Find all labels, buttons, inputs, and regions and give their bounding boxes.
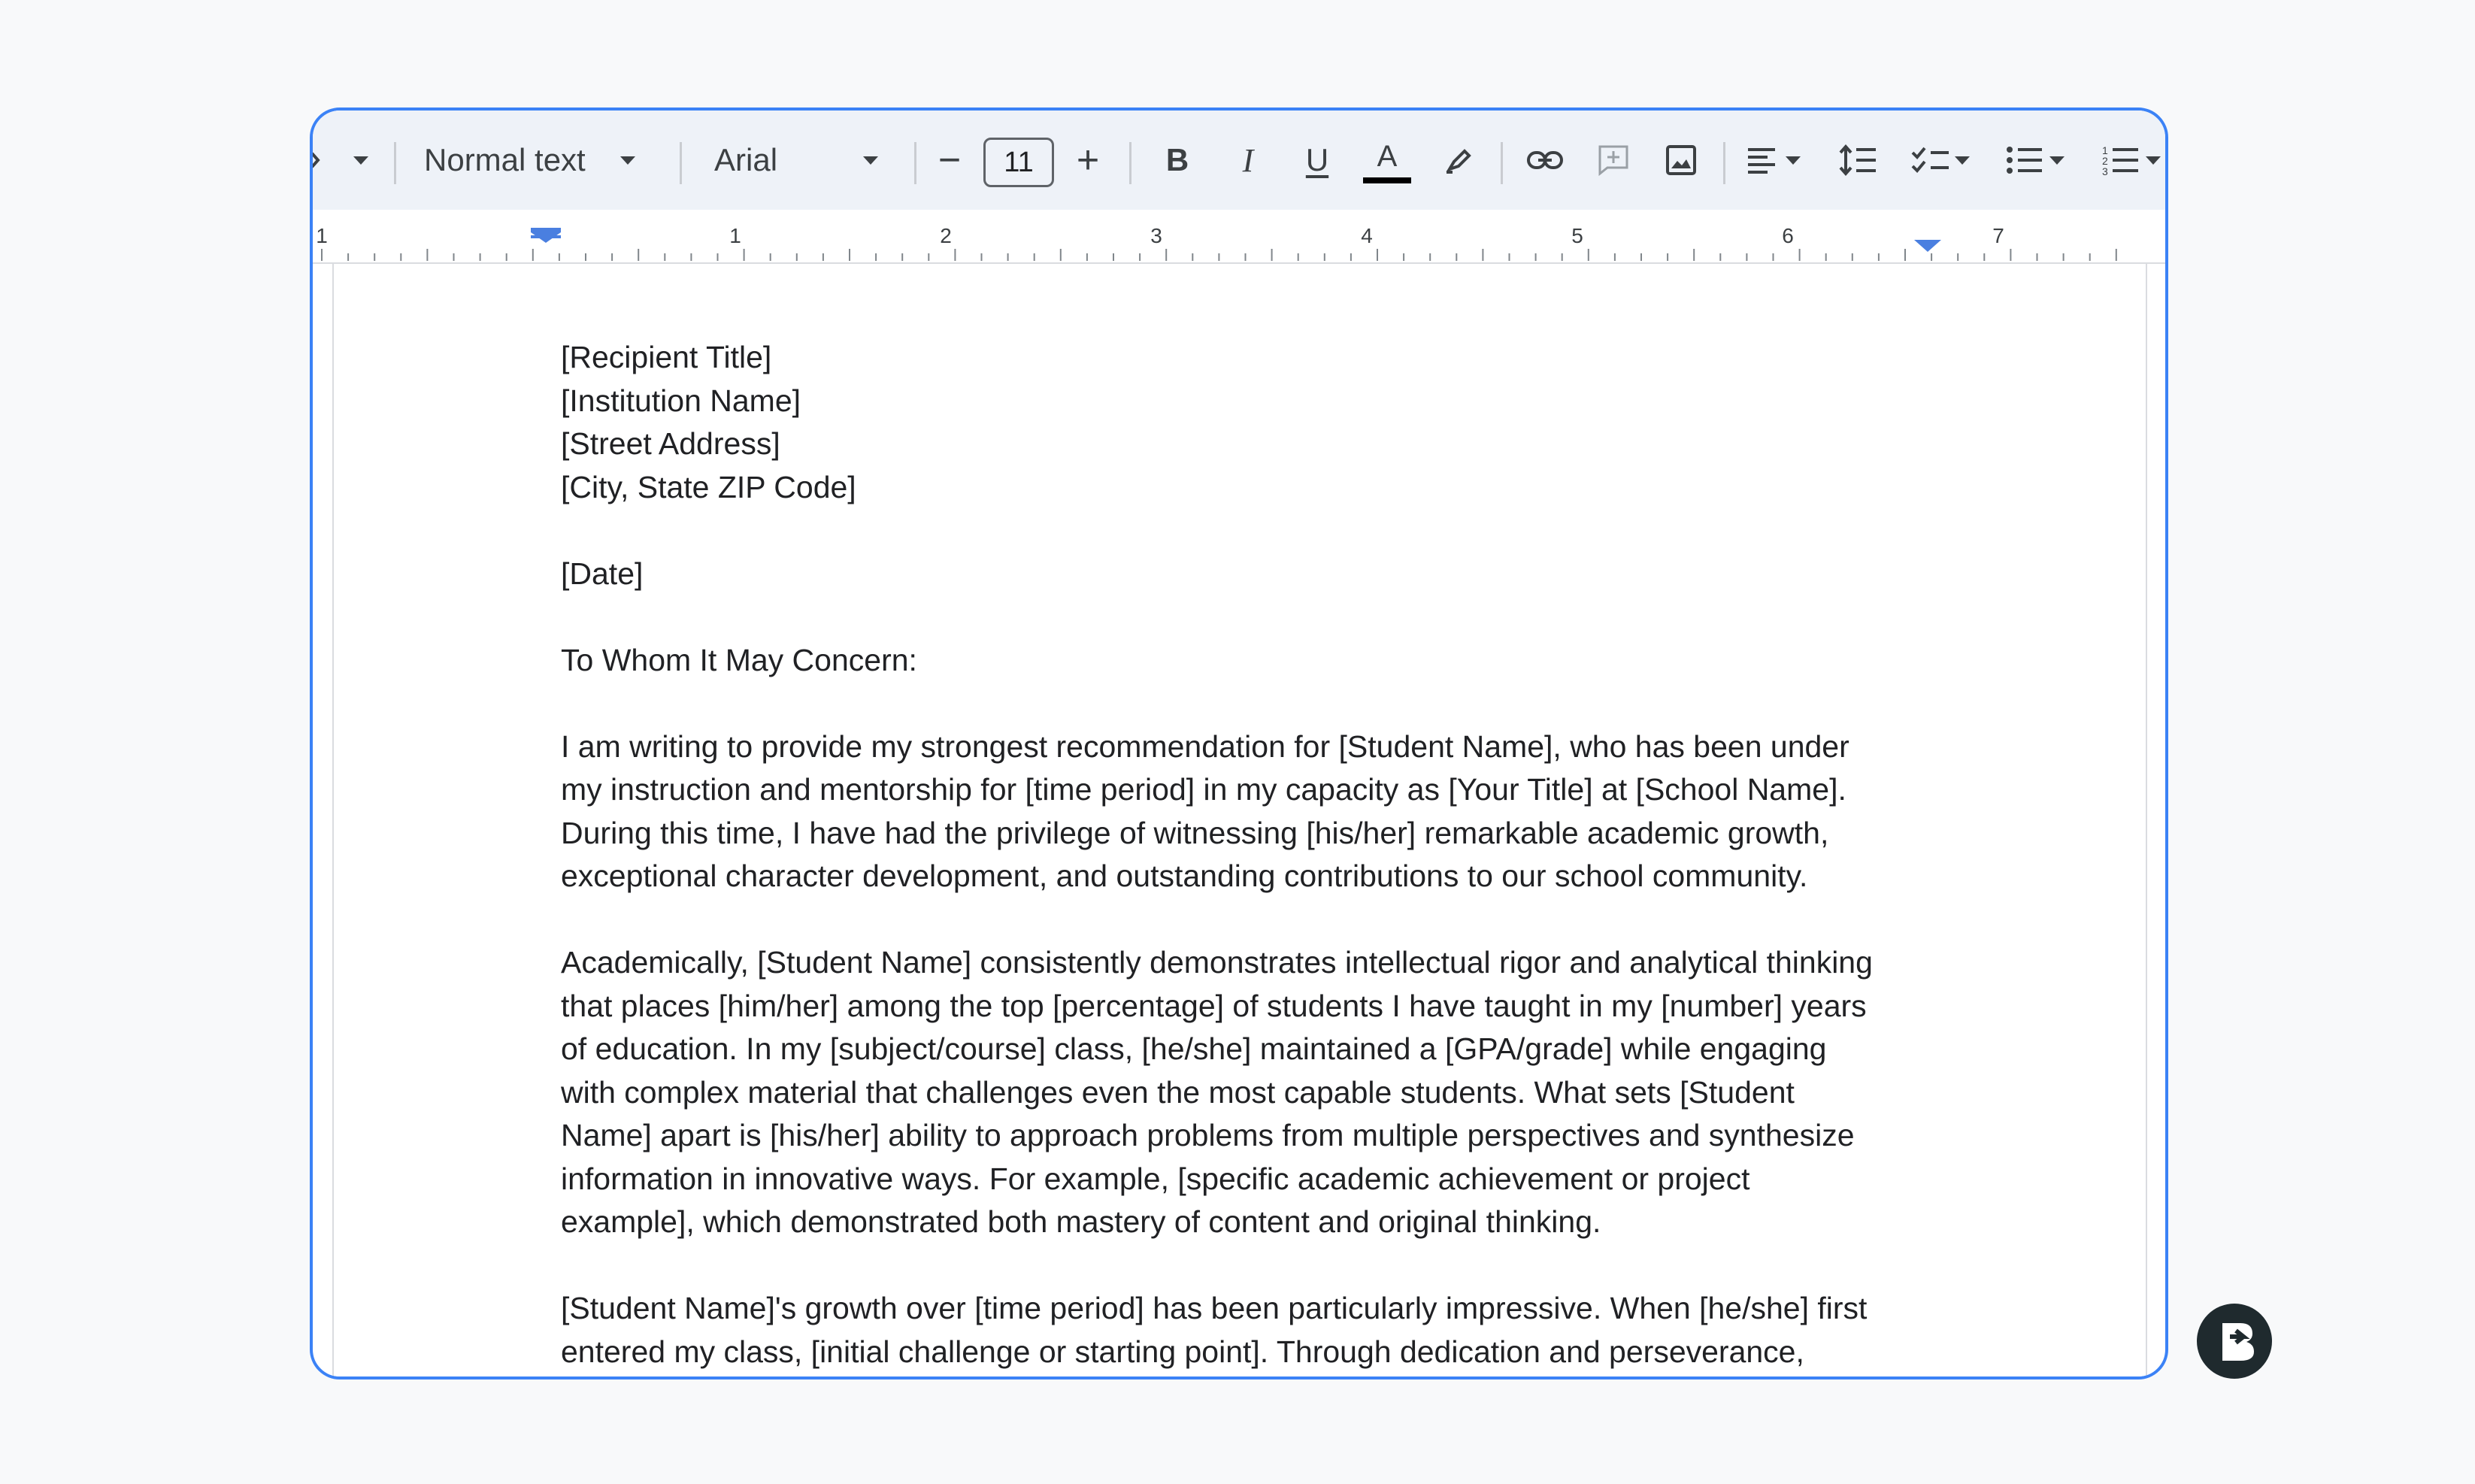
text-line: Name] apart is [his/her] ability to approach problems from multiple perspectives and synthesize xyxy=(561,1118,1855,1152)
toolbar-divider xyxy=(1129,142,1131,184)
ruler-tick-label: 6 xyxy=(1782,224,1794,247)
date-line: [Date] xyxy=(561,556,644,591)
font-size-input[interactable]: 11 xyxy=(983,138,1054,187)
ruler-tick-label: 3 xyxy=(1150,224,1162,247)
ruler-tick-label: 5 xyxy=(1571,224,1583,247)
link-icon[interactable] xyxy=(1519,111,1571,210)
address-line: [Street Address] xyxy=(561,426,780,461)
insert-image-icon[interactable] xyxy=(1659,111,1704,210)
zoom-dropdown-caret[interactable] xyxy=(346,111,376,210)
text-line: of education. In my [subject/course] class, [he/she] maintained a [GPA/grade] while engaging xyxy=(561,1031,1827,1066)
text-color-swatch xyxy=(1363,177,1411,183)
checklist-icon[interactable] xyxy=(1899,111,1982,210)
font-family-dropdown[interactable] xyxy=(714,111,902,210)
text-line: that places [him/her] among the top [percentage] of students I have taught in my [number] years xyxy=(561,988,1867,1023)
italic-button[interactable]: I xyxy=(1242,141,1254,179)
paragraph-style-dropdown[interactable] xyxy=(424,111,680,210)
toolbar-divider xyxy=(914,142,916,184)
ruler-tick-label: 1 xyxy=(316,224,328,247)
paragraph-3 xyxy=(561,1287,1989,1373)
highlight-icon[interactable] xyxy=(1436,111,1481,210)
text-color-letter: A xyxy=(1377,140,1398,173)
chevron-down-icon xyxy=(2146,156,2161,165)
svg-text:2: 2 xyxy=(2102,155,2108,167)
toolbar-divider xyxy=(680,142,682,184)
toolbar-divider xyxy=(394,142,396,184)
ruler-tick-label: 7 xyxy=(1992,224,2004,247)
brand-logo xyxy=(2197,1304,2272,1379)
text-line: entered my class, [initial challenge or starting point]. Through dedication and perseverance, xyxy=(561,1334,1804,1369)
ruler-tick-label: 4 xyxy=(1361,224,1373,247)
text-line: Academically, [Student Name] consistently demonstrates intellectual rigor and analytical thinking xyxy=(561,945,1873,980)
svg-text:1: 1 xyxy=(2102,144,2108,156)
chevron-down-icon xyxy=(2049,156,2065,165)
paragraph-style-label: Normal text xyxy=(424,142,586,177)
svg-text:3: 3 xyxy=(2102,165,2108,177)
toolbar-divider xyxy=(1501,142,1503,184)
decrease-font-size-button[interactable]: − xyxy=(938,138,962,182)
text-line: [Student Name]'s growth over [time period] has been particularly impressive. When [he/she] first xyxy=(561,1291,1868,1325)
text-line: my instruction and mentorship for [time period] in my capacity as [Your Title] at [School Name]. xyxy=(561,772,1846,807)
horizontal-ruler[interactable] xyxy=(313,210,2165,264)
toolbar-divider xyxy=(1723,142,1725,184)
bulleted-list-icon[interactable] xyxy=(1994,111,2077,210)
numbered-list-icon[interactable] xyxy=(2090,111,2168,210)
chevron-down-icon xyxy=(863,156,878,165)
text-line: I am writing to provide my strongest recommendation for [Student Name], who has been under xyxy=(561,728,1849,764)
underline-button[interactable]: U xyxy=(1305,142,1329,177)
text-line: with complex material that challenges even the most capable students. What sets [Student xyxy=(561,1074,1795,1110)
ruler-tick-label: 2 xyxy=(940,224,952,247)
left-indent-marker[interactable] xyxy=(531,235,561,238)
increase-font-size-button[interactable]: + xyxy=(1076,138,1100,182)
chevron-down-icon xyxy=(1955,156,1970,165)
line-spacing-icon[interactable] xyxy=(1831,111,1884,210)
document-body[interactable] xyxy=(561,336,1989,1373)
chevron-down-icon xyxy=(1786,156,1801,165)
text-line: exceptional character development, and outstanding contributions to our school community. xyxy=(561,859,1808,893)
address-line: [Institution Name] xyxy=(561,383,801,418)
address-block xyxy=(561,336,1989,509)
text-line: example], which demonstrated both mastery of content and original thinking. xyxy=(561,1204,1601,1239)
document-page[interactable] xyxy=(332,264,2147,1376)
ruler-tick-label: 1 xyxy=(729,224,741,247)
right-indent-marker[interactable] xyxy=(1914,240,1941,252)
address-line: [City, State ZIP Code] xyxy=(561,469,856,504)
formatting-toolbar xyxy=(313,111,2165,210)
chevron-down-icon xyxy=(620,156,635,165)
address-line: [Recipient Title] xyxy=(561,340,772,374)
paragraph-1 xyxy=(561,725,1989,898)
font-family-label: Arial xyxy=(714,142,778,177)
paragraph-2 xyxy=(561,941,1989,1244)
bold-button[interactable]: B xyxy=(1165,142,1189,177)
add-comment-icon[interactable] xyxy=(1591,111,1636,210)
editor-window xyxy=(310,108,2168,1380)
text-color-button[interactable] xyxy=(1361,111,1413,210)
text-line: During this time, I have had the privilege of witnessing [his/her] remarkable academic growth, xyxy=(561,815,1829,850)
salutation: To Whom It May Concern: xyxy=(561,642,917,677)
undo-redo-icon[interactable] xyxy=(310,111,323,210)
ruler-scale xyxy=(313,210,2165,262)
text-line: information in innovative ways. For example, [specific academic achievement or project xyxy=(561,1161,1750,1196)
align-left-icon[interactable] xyxy=(1740,111,1807,210)
